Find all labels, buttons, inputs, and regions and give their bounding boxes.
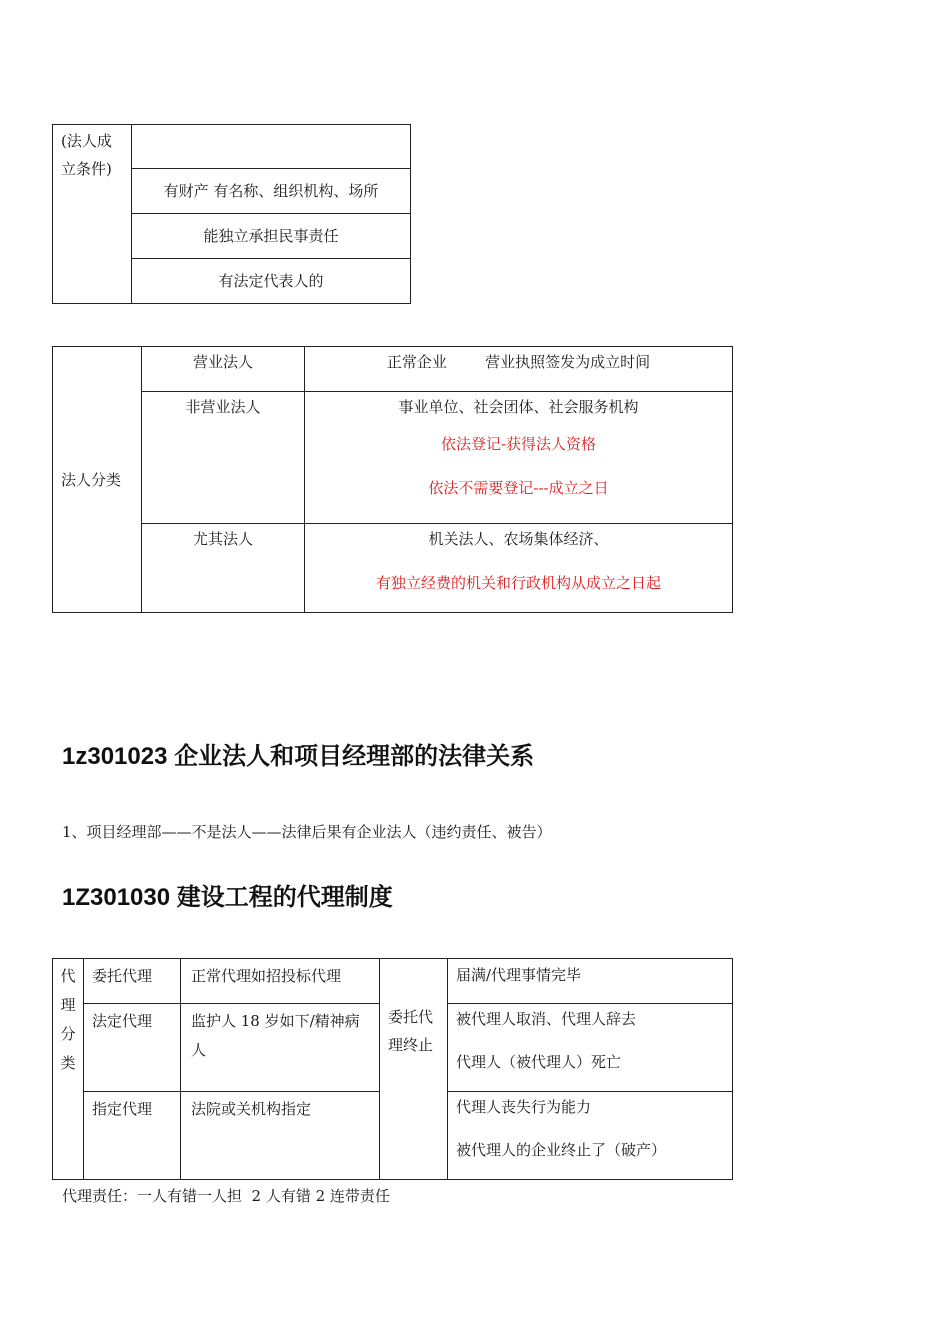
section-heading-1: 1z301023 企业法人和项目经理部的法律关系 [62, 743, 535, 770]
agency-table [52, 958, 733, 1180]
paragraph-project-dept: 1、项目经理部——不是法人——法律后果有企业法人（违约责任、被告） [62, 823, 552, 841]
agency-type-designated: 指定代理 [84, 1092, 181, 1180]
agency-type-label: 代理分类 [60, 967, 76, 1072]
termination-death: 代理人（被代理人）死亡 [456, 1053, 622, 1071]
termination-incapacity: 代理人丧失行为能力 [456, 1098, 592, 1116]
termination-bankruptcy: 被代理人的企业终止了（破产） [456, 1141, 667, 1159]
type-commercial: 营业法人 [192, 353, 253, 371]
termination-revoked: 被代理人取消、代理人辞去 [456, 1010, 637, 1028]
classification-label: 法人分类 [53, 347, 142, 613]
termination-label: 委托代理终止 [380, 959, 448, 1180]
desc-commercial: 正常企业 营业执照签发为成立时间 [386, 353, 651, 371]
condition-liability: 能独立承担民事责任 [203, 227, 339, 245]
legal-person-classification-table [52, 346, 733, 613]
agency-desc-designated: 法院或关机构指定 [181, 1092, 380, 1180]
note-independent-funds: 有独立经费的机关和行政机构从成立之日起 [375, 574, 661, 592]
condition-property: 有财产 有名称、组织机构、场所 [163, 182, 379, 200]
note-registration: 依法登记-获得法人资格 [440, 435, 597, 453]
conditions-header: (法人成立条件) [53, 125, 132, 304]
agency-type-statutory: 法定代理 [84, 1004, 181, 1092]
type-special: 尤其法人 [192, 530, 253, 548]
section-heading-2: 1Z301030 建设工程的代理制度 [62, 884, 393, 911]
agency-desc-statutory: 监护人 18 岁如下/精神病人 [181, 1004, 380, 1092]
desc-noncommercial: 事业单位、社会团体、社会服务机构 [398, 398, 639, 416]
agency-type-entrusted: 委托代理 [84, 959, 181, 1004]
conditions-empty-cell [132, 125, 411, 169]
condition-representative: 有法定代表人的 [218, 272, 324, 290]
termination-expiry: 届满/代理事情完毕 [448, 959, 733, 1004]
paragraph-agency-liability: 代理责任：一人有错一人担 2 人有错 2 连带责任 [62, 1187, 390, 1205]
legal-person-conditions-table [52, 124, 411, 304]
agency-desc-entrusted: 正常代理如招投标代理 [181, 959, 380, 1004]
note-no-registration: 依法不需要登记---成立之日 [428, 479, 609, 497]
desc-special: 机关法人、农场集体经济、 [428, 530, 609, 548]
type-noncommercial: 非营业法人 [185, 398, 261, 416]
